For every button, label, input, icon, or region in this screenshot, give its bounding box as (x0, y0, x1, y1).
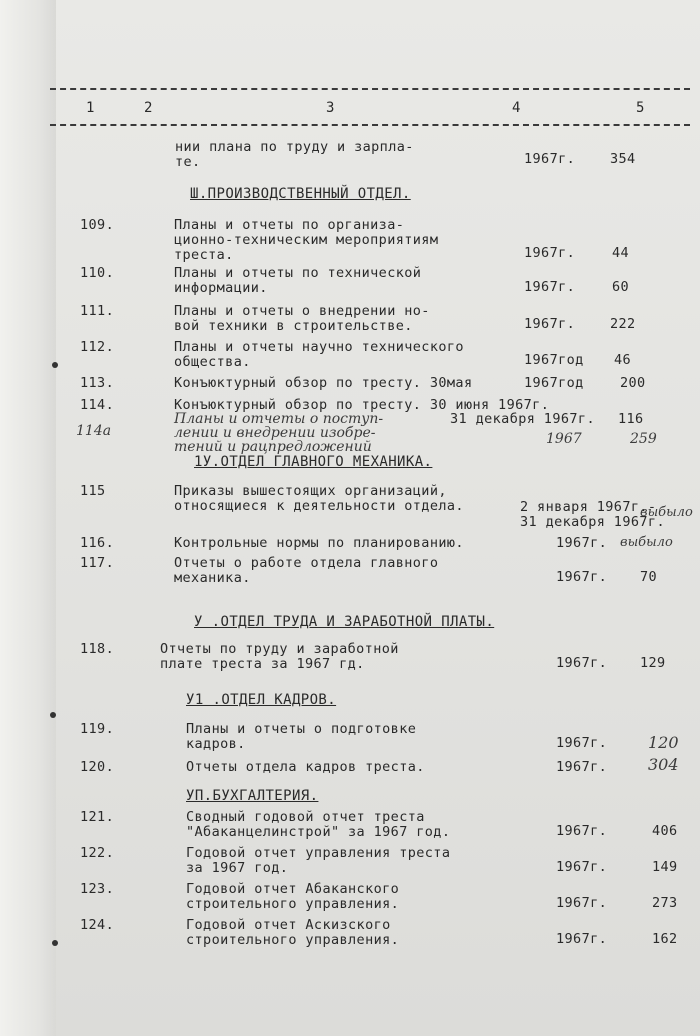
row-text: Планы и отчеты научно технического общества. (174, 339, 464, 370)
row-number: 122. (80, 845, 115, 861)
section-heading: УП.БУХГАЛТЕРИЯ. (186, 788, 319, 804)
row-qty: 354 (610, 151, 636, 167)
section-heading: Ш.ПРОИЗВОДСТВЕННЫЙ ОТДЕЛ. (190, 186, 411, 202)
handwritten-qty: 304 (648, 755, 679, 774)
col-header-1: 1 (86, 100, 95, 116)
row-number: 113. (80, 375, 115, 391)
row-number: 115 (80, 483, 106, 499)
row-number: 124. (80, 917, 115, 933)
handwritten-date: 1967 (546, 431, 582, 447)
row-qty: 200 (620, 375, 646, 391)
row-qty: 149 (652, 859, 678, 875)
row-text: Сводный годовой отчет треста "Абаканцелинстрой" за 1967 год. (186, 809, 451, 840)
punch-hole (52, 940, 58, 946)
row-qty: 162 (652, 931, 678, 947)
row-date: 1967г. (556, 655, 608, 671)
handwritten-qty: выбыло (620, 535, 673, 550)
row-qty: 116 (618, 411, 644, 427)
handwritten-text: Планы и отчеты о поступ- лении и внедрении изобре- тений и рацпредложений (174, 411, 384, 455)
col-header-3: 3 (326, 100, 335, 116)
row-number: 119. (80, 721, 115, 737)
row-date: 1967год (524, 352, 584, 368)
row-date: 1967год (524, 375, 584, 391)
row-text: Планы и отчеты о внедрении но- вой техники в строительстве. (174, 303, 430, 334)
row-qty: 406 (652, 823, 678, 839)
row-number: 116. (80, 535, 115, 551)
row-text: Конъюктурный обзор по тресту. 30 июня 1967г. (174, 397, 550, 413)
row-number: 120. (80, 759, 115, 775)
row-text: Годовой отчет управления треста за 1967 год. (186, 845, 451, 876)
row-number: 111. (80, 303, 115, 319)
row-date: 1967г. (524, 151, 576, 167)
row-number: 123. (80, 881, 115, 897)
col-header-5: 5 (636, 100, 645, 116)
row-qty: 44 (612, 245, 630, 261)
row-text: Планы и отчеты о подготовке кадров. (186, 721, 417, 752)
row-text: Приказы вышестоящих организаций, относящиеся к деятельности отдела. (174, 483, 464, 514)
col-header-2: 2 (144, 100, 153, 116)
row-text: нии плана по труду и зарпла- те. (175, 139, 414, 170)
row-date: 1967г. (556, 895, 608, 911)
row-date: 1967г. (556, 569, 608, 585)
row-date: 1967г. (556, 535, 608, 551)
row-text: Отчеты о работе отдела главного механика. (174, 555, 439, 586)
row-date: 1967г. (556, 759, 608, 775)
row-number: 112. (80, 339, 115, 355)
row-number: 109. (80, 217, 115, 233)
row-text: Планы и отчеты по технической информации. (174, 265, 422, 296)
row-qty: 70 (640, 569, 658, 585)
row-number: 117. (80, 555, 115, 571)
row-text: Годовой отчет Аскизского строительного управления. (186, 917, 400, 948)
section-heading: У .ОТДЕЛ ТРУДА И ЗАРАБОТНОЙ ПЛАТЫ. (194, 614, 495, 630)
header-top-rule (50, 88, 690, 90)
section-heading: У1 .ОТДЕЛ КАДРОВ. (186, 692, 337, 708)
handwritten-qty: 259 (630, 431, 657, 447)
row-text: Конъюктурный обзор по тресту. 30мая (174, 375, 473, 391)
section-heading: 1У.ОТДЕЛ ГЛАВНОГО МЕХАНИКА. (194, 454, 433, 470)
row-qty: 273 (652, 895, 678, 911)
row-date: 2 января 1967г.- 31 декабря 1967г. (520, 499, 665, 530)
row-date: 1967г. (556, 735, 608, 751)
row-date: 1967г. (524, 316, 576, 332)
row-number: 121. (80, 809, 115, 825)
handwritten-qty: 120 (648, 733, 679, 752)
header-bottom-rule (50, 124, 690, 126)
row-text: Планы и отчеты по организа- ционно-техническим мероприятиям треста. (174, 217, 439, 263)
row-date: 1967г. (524, 245, 576, 261)
handwritten-number: 114а (76, 423, 112, 439)
row-text: Отчеты отдела кадров треста. (186, 759, 425, 775)
row-qty: 60 (612, 279, 630, 295)
col-header-4: 4 (512, 100, 521, 116)
row-date: 31 декабря 1967г. (450, 411, 595, 427)
punch-hole (52, 362, 58, 368)
row-qty: 222 (610, 316, 636, 332)
row-qty: 46 (614, 352, 632, 368)
row-text: Годовой отчет Абаканского строительного управления. (186, 881, 400, 912)
row-date: 1967г. (556, 931, 608, 947)
row-date: 1967г. (556, 859, 608, 875)
row-number: 110. (80, 265, 115, 281)
row-text: Отчеты по труду и заработной плате треста за 1967 гд. (160, 641, 399, 672)
row-number: 118. (80, 641, 115, 657)
page-edge (0, 0, 56, 1036)
row-qty: 129 (640, 655, 666, 671)
punch-hole (50, 712, 56, 718)
row-date: 1967г. (524, 279, 576, 295)
handwritten-qty: выбыло (640, 505, 693, 520)
row-date: 1967г. (556, 823, 608, 839)
row-number: 114. (80, 397, 115, 413)
row-text: Контрольные нормы по планированию. (174, 535, 464, 551)
